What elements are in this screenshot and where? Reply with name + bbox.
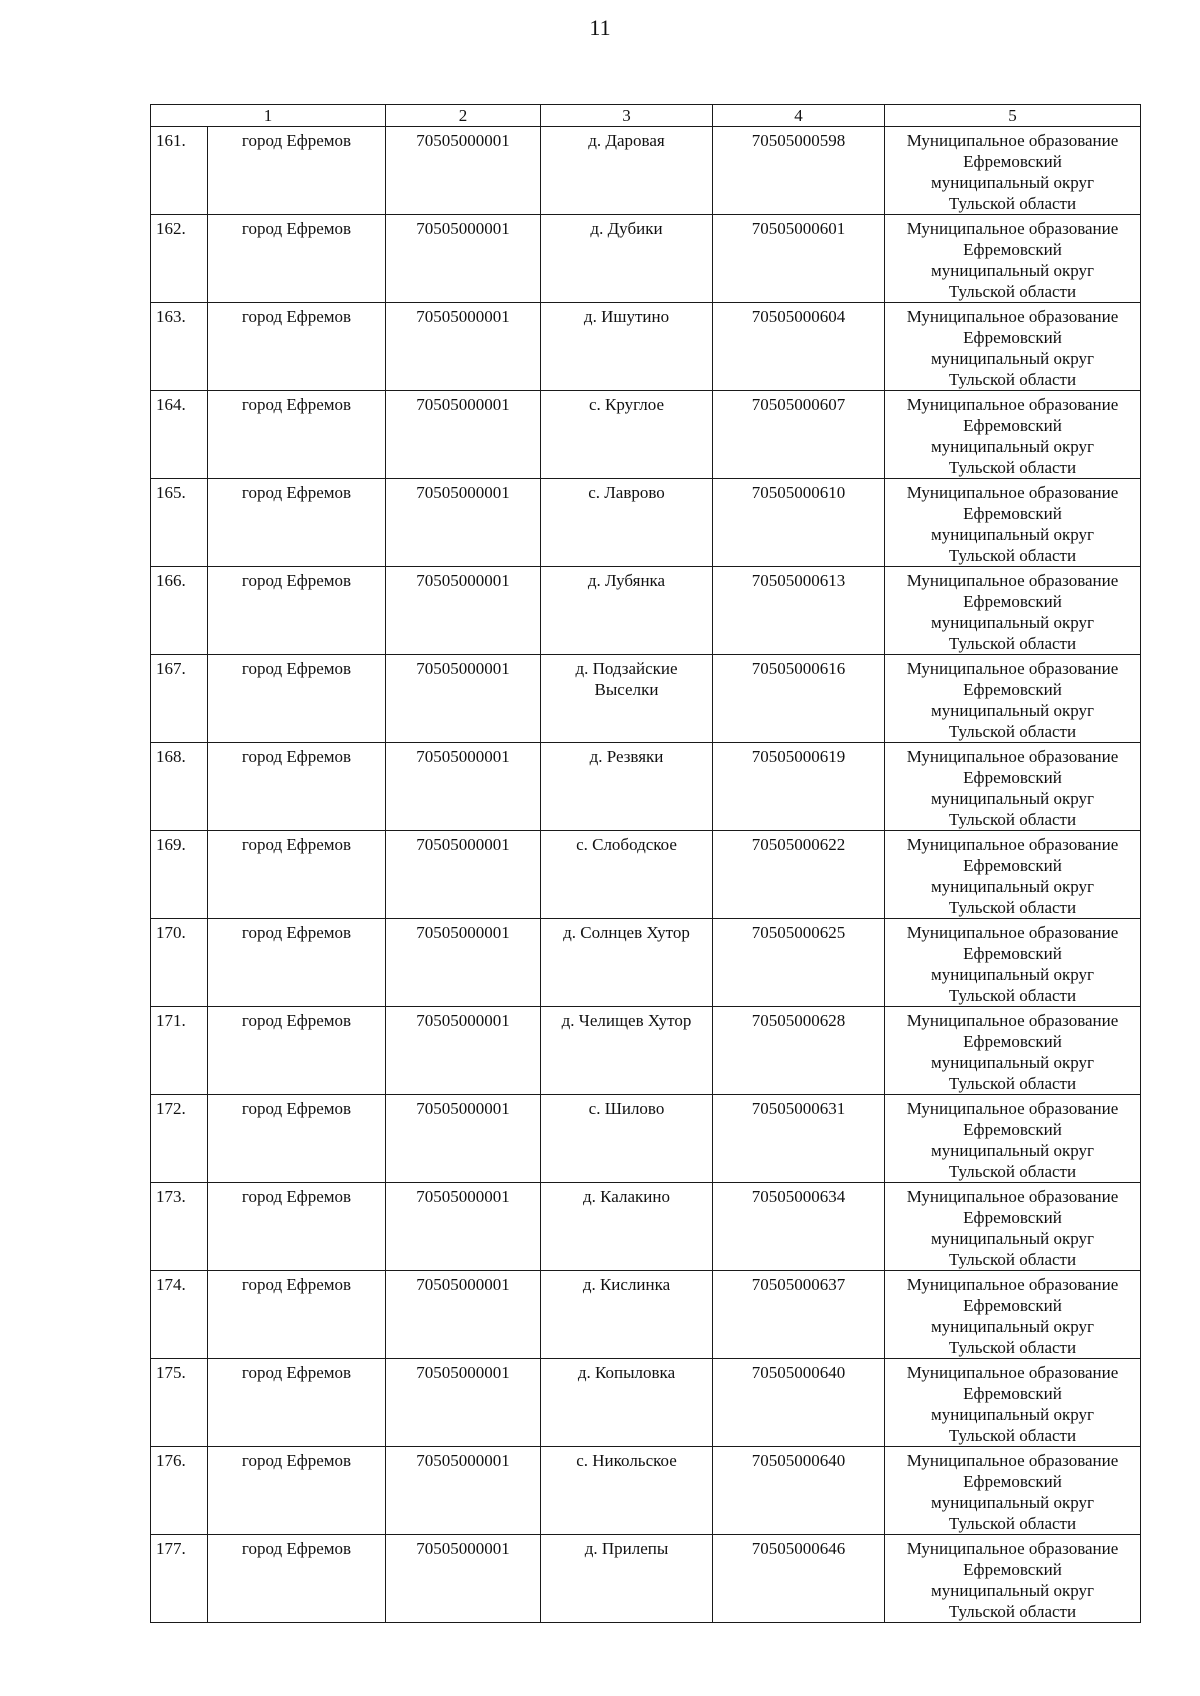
municipality-line-4: Тульской области (948, 1074, 1077, 1093)
row-number: 173. (151, 1183, 208, 1271)
settlement-name: д. Солнцев Хутор (541, 919, 713, 1007)
municipality-line-2: Ефремовский (963, 1384, 1062, 1403)
city-name: город Ефремов (208, 391, 386, 479)
municipality-line-1: Муниципальное образование (906, 307, 1119, 326)
table-body (151, 127, 1141, 1623)
municipality-name (885, 391, 1141, 479)
municipality-line-4: Тульской области (948, 370, 1077, 389)
city-name: город Ефремов (208, 215, 386, 303)
municipality-name (885, 655, 1141, 743)
row-number: 163. (151, 303, 208, 391)
city-code: 70505000001 (386, 1447, 541, 1535)
municipality-line-4: Тульской области (948, 722, 1077, 741)
municipality-line-1: Муниципальное образование (906, 1099, 1119, 1118)
table-row (151, 1183, 1141, 1271)
settlement-code: 70505000613 (713, 567, 885, 655)
municipality-line-1: Муниципальное образование (906, 571, 1119, 590)
municipality-line-3: муниципальный округ (930, 789, 1095, 808)
city-code: 70505000001 (386, 215, 541, 303)
municipality-name (885, 1359, 1141, 1447)
city-code: 70505000001 (386, 743, 541, 831)
municipality-line-4: Тульской области (948, 1426, 1077, 1445)
settlement-code: 70505000598 (713, 127, 885, 215)
settlement-code: 70505000631 (713, 1095, 885, 1183)
settlement-name: с. Круглое (541, 391, 713, 479)
table-row (151, 1271, 1141, 1359)
municipality-line-2: Ефремовский (963, 504, 1062, 523)
table-row (151, 655, 1141, 743)
settlement-name: д. Ишутино (541, 303, 713, 391)
city-name: город Ефремов (208, 479, 386, 567)
municipality-line-2: Ефремовский (963, 240, 1062, 259)
settlement-name: с. Слободское (541, 831, 713, 919)
municipality-line-3: муниципальный округ (930, 1229, 1095, 1248)
settlement-name: д. Резвяки (541, 743, 713, 831)
settlement-name: с. Шилово (541, 1095, 713, 1183)
municipality-name (885, 303, 1141, 391)
settlement-name: д. Калакино (541, 1183, 713, 1271)
table-row (151, 567, 1141, 655)
municipality-line-2: Ефремовский (963, 1296, 1062, 1315)
column-header-1: 1 (151, 105, 386, 127)
settlement-code: 70505000616 (713, 655, 885, 743)
municipality-line-1: Муниципальное образование (906, 747, 1119, 766)
settlement-code: 70505000625 (713, 919, 885, 1007)
city-name: город Ефремов (208, 831, 386, 919)
municipality-name (885, 1095, 1141, 1183)
municipality-line-1: Муниципальное образование (906, 923, 1119, 942)
municipality-line-2: Ефремовский (963, 1208, 1062, 1227)
settlement-code: 70505000628 (713, 1007, 885, 1095)
municipality-line-1: Муниципальное образование (906, 1451, 1119, 1470)
table-row (151, 1447, 1141, 1535)
municipality-line-2: Ефремовский (963, 416, 1062, 435)
row-number: 161. (151, 127, 208, 215)
city-code: 70505000001 (386, 1095, 541, 1183)
city-code: 70505000001 (386, 1007, 541, 1095)
municipality-name (885, 1007, 1141, 1095)
city-code: 70505000001 (386, 303, 541, 391)
settlement-name: д. Даровая (541, 127, 713, 215)
municipality-line-1: Муниципальное образование (906, 395, 1119, 414)
city-name: город Ефремов (208, 1095, 386, 1183)
city-code: 70505000001 (386, 1359, 541, 1447)
city-name: город Ефремов (208, 1007, 386, 1095)
table-row (151, 1359, 1141, 1447)
row-number: 176. (151, 1447, 208, 1535)
municipality-line-2: Ефремовский (963, 680, 1062, 699)
municipality-line-4: Тульской области (948, 1602, 1077, 1621)
settlement-code: 70505000622 (713, 831, 885, 919)
municipality-name (885, 919, 1141, 1007)
city-name: город Ефремов (208, 655, 386, 743)
row-number: 170. (151, 919, 208, 1007)
municipality-line-1: Муниципальное образование (906, 1187, 1119, 1206)
row-number: 172. (151, 1095, 208, 1183)
column-header-4: 4 (713, 105, 885, 127)
municipality-line-3: муниципальный округ (930, 525, 1095, 544)
settlement-name: д. Лубянка (541, 567, 713, 655)
settlement-code: 70505000640 (713, 1359, 885, 1447)
municipality-line-4: Тульской области (948, 282, 1077, 301)
table-row (151, 479, 1141, 567)
municipality-line-1: Муниципальное образование (906, 219, 1119, 238)
municipality-name (885, 1447, 1141, 1535)
settlement-name: с. Никольское (541, 1447, 713, 1535)
row-number: 165. (151, 479, 208, 567)
municipality-line-4: Тульской области (948, 546, 1077, 565)
city-name: город Ефремов (208, 1183, 386, 1271)
settlement-name: д. Копыловка (541, 1359, 713, 1447)
municipality-name (885, 831, 1141, 919)
row-number: 164. (151, 391, 208, 479)
municipality-line-4: Тульской области (948, 458, 1077, 477)
settlement-name: д. Кислинка (541, 1271, 713, 1359)
municipality-name (885, 215, 1141, 303)
settlement-code: 70505000604 (713, 303, 885, 391)
column-header-3: 3 (541, 105, 713, 127)
settlement-code: 70505000646 (713, 1535, 885, 1623)
municipality-line-2: Ефремовский (963, 1560, 1062, 1579)
city-name: город Ефремов (208, 303, 386, 391)
municipality-line-2: Ефремовский (963, 768, 1062, 787)
settlement-code: 70505000637 (713, 1271, 885, 1359)
municipality-name (885, 479, 1141, 567)
municipality-line-1: Муниципальное образование (906, 1363, 1119, 1382)
city-name: город Ефремов (208, 127, 386, 215)
municipality-line-3: муниципальный округ (930, 701, 1095, 720)
city-code: 70505000001 (386, 567, 541, 655)
table-row (151, 831, 1141, 919)
municipality-line-4: Тульской области (948, 634, 1077, 653)
city-name: город Ефремов (208, 1535, 386, 1623)
city-code: 70505000001 (386, 479, 541, 567)
city-code: 70505000001 (386, 831, 541, 919)
settlement-name: д. Прилепы (541, 1535, 713, 1623)
municipality-line-3: муниципальный округ (930, 1141, 1095, 1160)
city-code: 70505000001 (386, 1183, 541, 1271)
municipality-line-2: Ефремовский (963, 328, 1062, 347)
settlement-name: д. Подзайские Выселки (541, 655, 713, 743)
municipality-line-3: муниципальный округ (930, 173, 1095, 192)
settlement-code: 70505000634 (713, 1183, 885, 1271)
city-name: город Ефремов (208, 743, 386, 831)
table-row (151, 1535, 1141, 1623)
municipality-line-4: Тульской области (948, 898, 1077, 917)
row-number: 171. (151, 1007, 208, 1095)
table-row (151, 215, 1141, 303)
row-number: 162. (151, 215, 208, 303)
city-name: город Ефремов (208, 1271, 386, 1359)
municipality-line-4: Тульской области (948, 1162, 1077, 1181)
city-code: 70505000001 (386, 655, 541, 743)
municipality-line-1: Муниципальное образование (906, 131, 1119, 150)
municipality-line-3: муниципальный округ (930, 613, 1095, 632)
column-header-5: 5 (885, 105, 1141, 127)
settlement-code: 70505000619 (713, 743, 885, 831)
municipality-line-4: Тульской области (948, 1250, 1077, 1269)
settlement-code: 70505000640 (713, 1447, 885, 1535)
municipality-line-2: Ефремовский (963, 152, 1062, 171)
municipality-line-2: Ефремовский (963, 1120, 1062, 1139)
table-row (151, 919, 1141, 1007)
municipality-line-1: Муниципальное образование (906, 1011, 1119, 1030)
city-code: 70505000001 (386, 127, 541, 215)
settlement-code: 70505000610 (713, 479, 885, 567)
city-name: город Ефремов (208, 919, 386, 1007)
settlement-name: д. Дубики (541, 215, 713, 303)
municipality-line-3: муниципальный округ (930, 261, 1095, 280)
municipality-line-2: Ефремовский (963, 1472, 1062, 1491)
municipality-line-3: муниципальный округ (930, 877, 1095, 896)
row-number: 177. (151, 1535, 208, 1623)
municipality-line-1: Муниципальное образование (906, 1539, 1119, 1558)
municipality-line-2: Ефремовский (963, 592, 1062, 611)
row-number: 169. (151, 831, 208, 919)
city-code: 70505000001 (386, 1535, 541, 1623)
settlements-table (150, 104, 1141, 1623)
municipality-name (885, 1183, 1141, 1271)
municipality-line-1: Муниципальное образование (906, 835, 1119, 854)
municipality-line-3: муниципальный округ (930, 1317, 1095, 1336)
table-row (151, 127, 1141, 215)
municipality-line-4: Тульской области (948, 1514, 1077, 1533)
table-row (151, 1007, 1141, 1095)
row-number: 174. (151, 1271, 208, 1359)
municipality-line-4: Тульской области (948, 986, 1077, 1005)
municipality-line-1: Муниципальное образование (906, 1275, 1119, 1294)
city-name: город Ефремов (208, 1447, 386, 1535)
municipality-line-3: муниципальный округ (930, 1493, 1095, 1512)
municipality-line-4: Тульской области (948, 810, 1077, 829)
city-name: город Ефремов (208, 1359, 386, 1447)
column-header-2: 2 (386, 105, 541, 127)
municipality-line-1: Муниципальное образование (906, 659, 1119, 678)
municipality-line-2: Ефремовский (963, 1032, 1062, 1051)
municipality-line-4: Тульской области (948, 194, 1077, 213)
municipality-line-3: муниципальный округ (930, 437, 1095, 456)
municipality-line-3: муниципальный округ (930, 965, 1095, 984)
settlement-name: д. Челищев Хутор (541, 1007, 713, 1095)
settlement-code: 70505000601 (713, 215, 885, 303)
row-number: 168. (151, 743, 208, 831)
municipality-name (885, 567, 1141, 655)
municipality-name (885, 127, 1141, 215)
municipality-name (885, 1535, 1141, 1623)
municipality-name (885, 743, 1141, 831)
row-number: 167. (151, 655, 208, 743)
municipality-line-3: муниципальный округ (930, 1581, 1095, 1600)
city-name: город Ефремов (208, 567, 386, 655)
municipality-line-3: муниципальный округ (930, 1053, 1095, 1072)
table-row (151, 743, 1141, 831)
row-number: 166. (151, 567, 208, 655)
municipality-line-3: муниципальный округ (930, 349, 1095, 368)
settlement-code: 70505000607 (713, 391, 885, 479)
page-number: 11 (589, 15, 611, 40)
table-row (151, 303, 1141, 391)
header-row (151, 105, 1141, 127)
city-code: 70505000001 (386, 919, 541, 1007)
table-row (151, 391, 1141, 479)
municipality-name (885, 1271, 1141, 1359)
city-code: 70505000001 (386, 391, 541, 479)
municipality-line-2: Ефремовский (963, 856, 1062, 875)
municipality-line-2: Ефремовский (963, 944, 1062, 963)
table-row (151, 1095, 1141, 1183)
table-header (151, 105, 1141, 127)
municipality-line-1: Муниципальное образование (906, 483, 1119, 502)
city-code: 70505000001 (386, 1271, 541, 1359)
municipality-line-3: муниципальный округ (930, 1405, 1095, 1424)
row-number: 175. (151, 1359, 208, 1447)
municipality-line-4: Тульской области (948, 1338, 1077, 1357)
settlement-name: с. Лаврово (541, 479, 713, 567)
